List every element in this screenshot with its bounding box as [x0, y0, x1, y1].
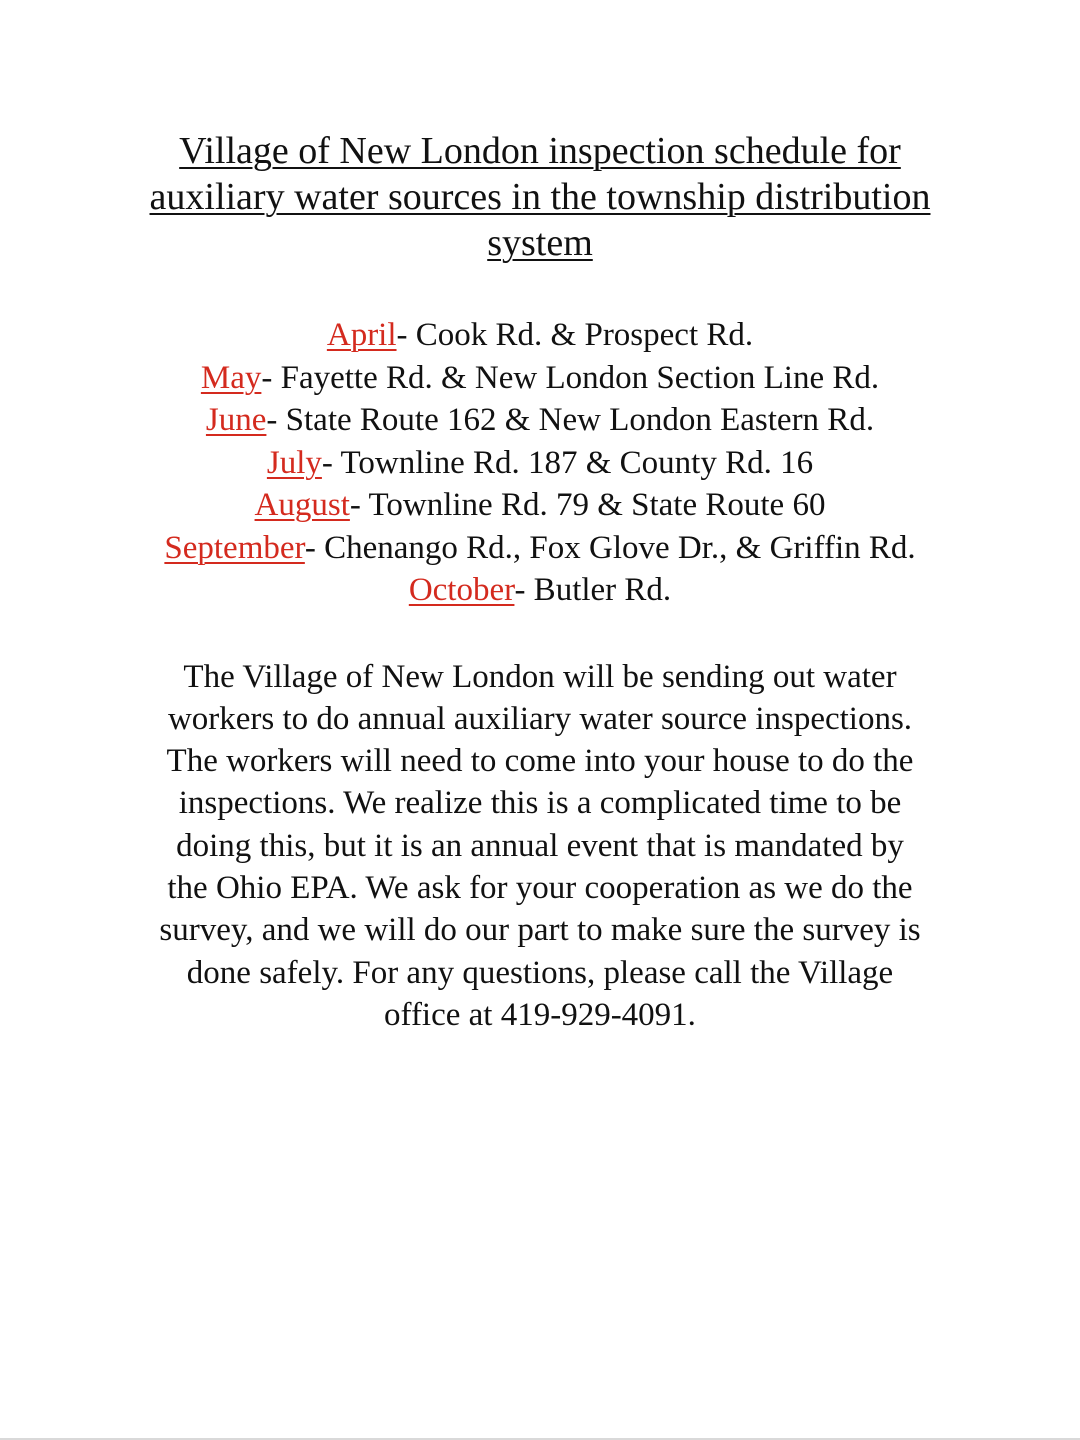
schedule-month: May — [200, 359, 262, 396]
schedule-month: August — [254, 487, 350, 523]
schedule-month: July — [266, 444, 322, 481]
title-line: system — [487, 222, 593, 264]
schedule-roads: - Townline Rd. 79 & State Route 60 — [349, 487, 826, 523]
notice-line: office at 419-929-4091. — [384, 996, 696, 1033]
schedule-item — [120, 357, 960, 400]
schedule-month: October — [408, 572, 515, 608]
schedule-roads: - Townline Rd. 187 & County Rd. 16 — [321, 444, 814, 481]
notice-line: doing this, but it is an annual event that is mandated by — [176, 827, 904, 864]
schedule-item — [120, 399, 960, 442]
schedule-item — [120, 314, 960, 357]
schedule-roads: - Butler Rd. — [514, 572, 672, 608]
notice-line: The Village of New London will be sending out water — [183, 658, 897, 695]
schedule-item — [120, 442, 960, 485]
title-line: Village of New London inspection schedule for — [179, 130, 901, 172]
schedule-roads: - Fayette Rd. & New London Section Line Rd. — [261, 359, 880, 396]
notice-line: The workers will need to come into your house to do the — [166, 743, 914, 780]
inspection-schedule — [120, 314, 960, 612]
notice-line: survey, and we will do our part to make sure the survey is — [159, 912, 921, 949]
notice-line: inspections. We realize this is a complicated time to be — [178, 785, 902, 822]
schedule-month: April — [326, 317, 397, 353]
notice-paragraph — [120, 656, 960, 1037]
schedule-item — [120, 484, 960, 527]
notice-line: workers to do annual auxiliary water source inspections. — [167, 700, 913, 737]
schedule-item — [120, 569, 960, 612]
notice-line: done safely. For any questions, please call the Village — [186, 954, 894, 991]
schedule-item — [120, 527, 960, 570]
schedule-roads: - Chenango Rd., Fox Glove Dr., & Griffin Rd. — [304, 529, 916, 566]
schedule-roads: - State Route 162 & New London Eastern Rd. — [266, 402, 875, 438]
title-line: auxiliary water sources in the township distribution — [149, 176, 931, 218]
notice-line: the Ohio EPA. We ask for your cooperation as we do the — [167, 869, 913, 906]
schedule-month: June — [205, 402, 267, 438]
document-title — [120, 128, 960, 266]
schedule-roads: - Cook Rd. & Prospect Rd. — [396, 317, 754, 353]
schedule-month: September — [164, 529, 305, 566]
